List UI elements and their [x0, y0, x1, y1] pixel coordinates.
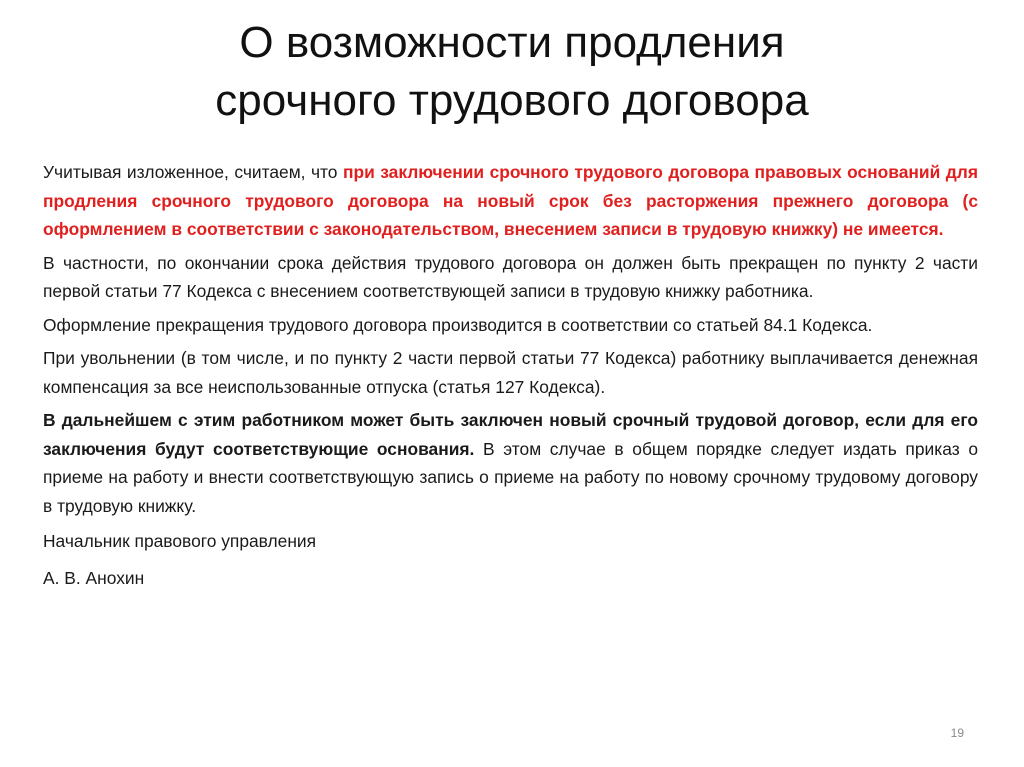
- paragraph-new-contract: [43, 406, 978, 520]
- page-number: 19: [950, 726, 964, 740]
- conclusion-intro: Учитывая изложенное, считаем, что: [43, 162, 343, 182]
- slide-body: [43, 158, 978, 599]
- new-contract-normal: В этом случае в общем порядке следует издать приказ о приеме на работу и внести соответствующую запись о приеме на работу по новому срочному трудовому договору в трудовую книжку.: [43, 438, 978, 516]
- signature-position: Начальник правового управления: [43, 531, 317, 551]
- title-line-2: срочного трудового договора: [215, 76, 809, 125]
- conclusion-highlight: при заключении срочного трудового договора правовых оснований для продления срочного трудового договора на новый срок без расторжения прежнего договора (с оформлением в соответствии с законодательством, внесением записи в трудовую книжку) не имеется.: [43, 162, 978, 239]
- title-line-1: О возможности продления: [239, 18, 785, 67]
- new-contract-bold: В дальнейшем с этим работником может быть заключен новый срочный трудовой договор, если для его заключения будут соответствующие основания.: [43, 410, 978, 459]
- signature-name: А. В. Анохин: [43, 568, 145, 588]
- paragraph-compensation: При увольнении (в том числе, и по пункту 2 части первой статьи 77 Кодекса) работнику выплачивается денежная компенсация за все неиспользованные отпуска (статья 127 Кодекса).: [43, 348, 978, 397]
- paragraph-formalization: Оформление прекращения трудового договора производится в соответствии со статьей 84.1 Кодекса.: [43, 314, 873, 335]
- paragraph-conclusion: [43, 158, 978, 244]
- paragraph-termination: В частности, по окончании срока действия трудового договора он должен быть прекращен по пункту 2 части первой статьи 77 Кодекса с внесением соответствующей записи в трудовую книжку работника.: [43, 252, 978, 301]
- slide-title: [60, 14, 964, 130]
